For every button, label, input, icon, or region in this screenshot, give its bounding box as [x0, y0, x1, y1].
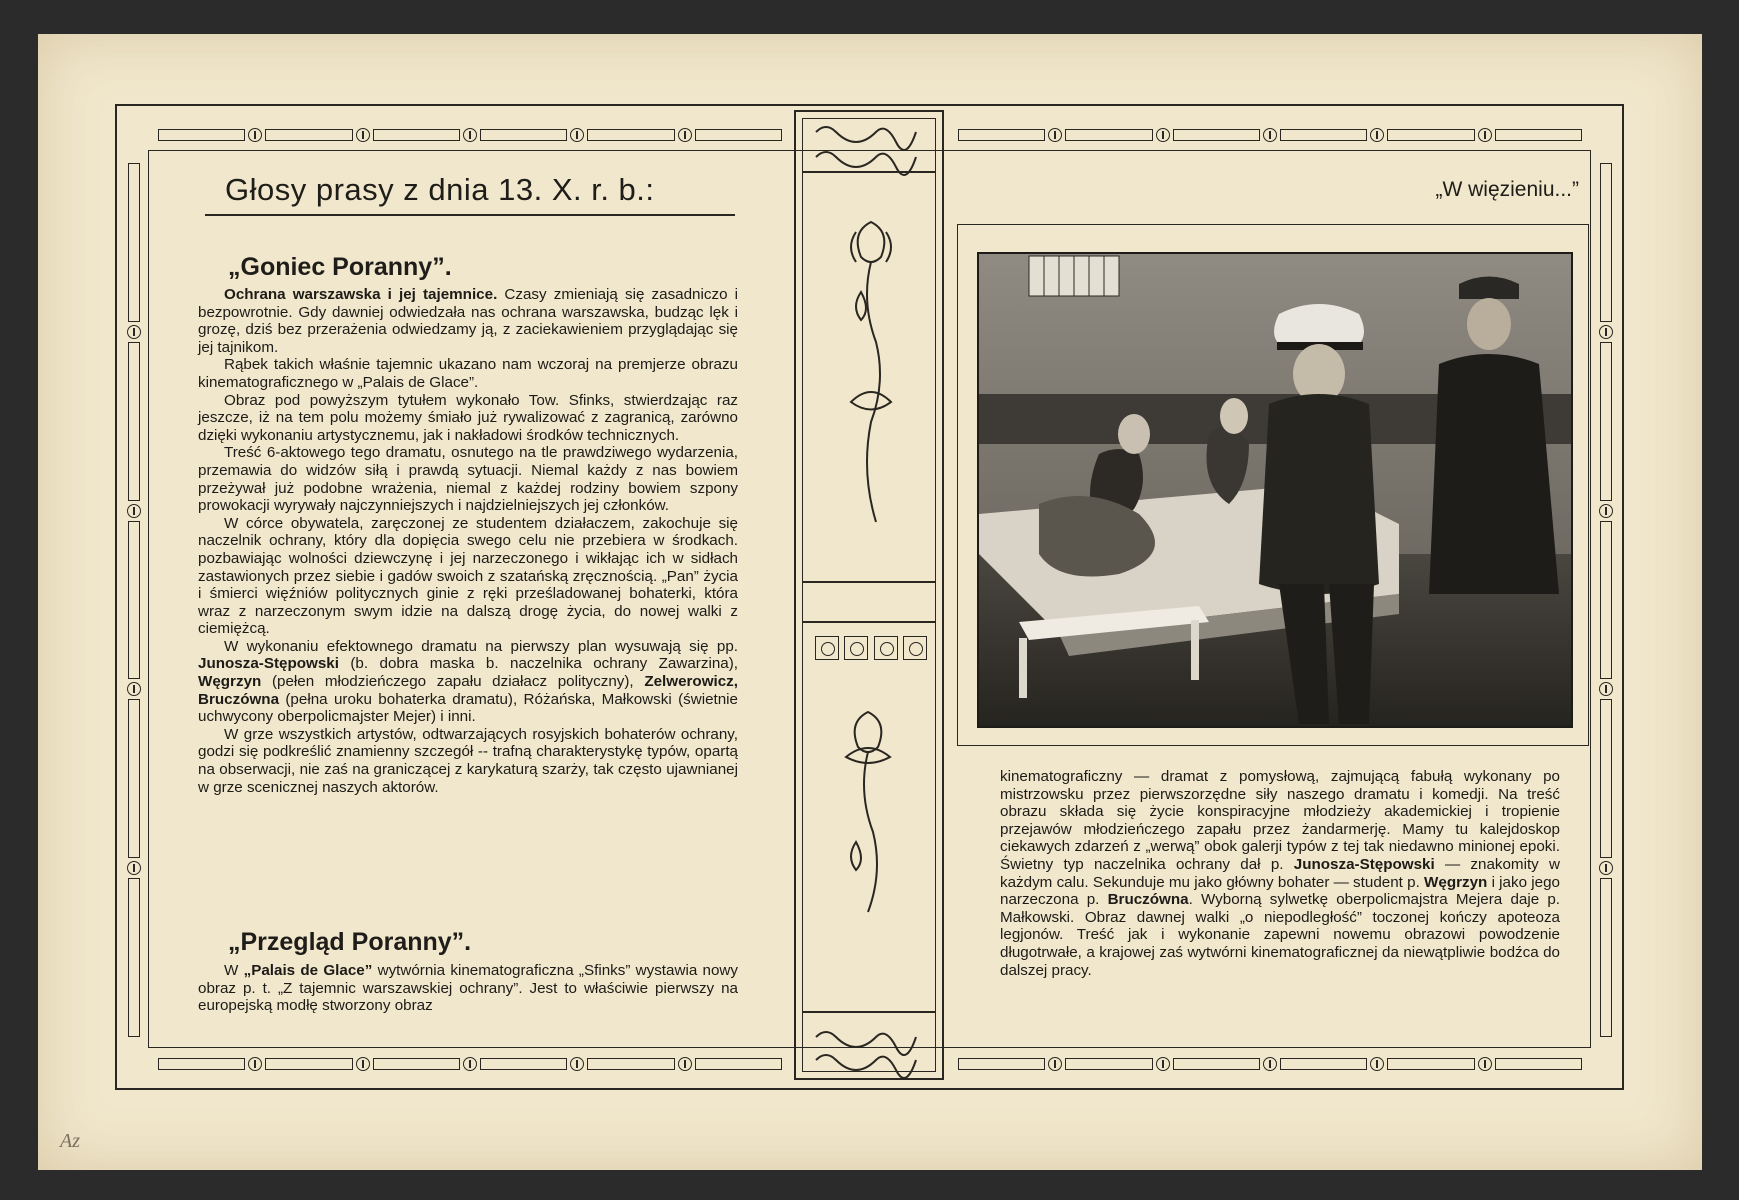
prison-scene-photo: [977, 252, 1573, 728]
paragraph-text: i jako jego narzeczona p.: [1000, 873, 1561, 909]
paragraph: W córce obywatela, zaręczonej ze studentem działaczem, zakochuje się naczelnik ochrany, który dla dopięcia swego celu nie przebiera w środkach. pozbawiając wolności dziewczynę i jej narzeczonego i wikłając ich w sidłach zastawionych przez siebie i gadów swoich z szatańską zręcznością. „Pan” życia i śmierci więźniów politycznych ginie z ręki prześladowanej bohaterki, która wraz z narzeczonym swym idzie na dalszą drogę życia, do nowej walki z ciemiężcą.: [198, 514, 738, 638]
paragraph-text: — znakomity w każdym calu. Sekunduje mu jako główny bohater — student p.: [1000, 855, 1560, 891]
paragraph-text: W wykonaniu efektownego dramatu na pierwszy plan wysuwają się pp.: [224, 637, 738, 655]
paragraph-text: wytwórnia kinematograficzna „Sfinks” wystawia nowy obraz p. t. „Z tajemnic warszawskiej ochrany”. Jest to właściwie pierwszy na europejską modłę stworzony obraz: [198, 962, 738, 1015]
archive-pencil-note: Az: [60, 1130, 80, 1152]
actor-name: Węgrzyn: [198, 673, 262, 691]
right-article: [1000, 768, 1560, 979]
paragraph-text: (pełna uroku bohaterka dramatu), Różańska, Małkowski (świetnie uchwycony oberpolicmajster Mejer) i inni.: [198, 690, 738, 726]
top-ornament-right: [955, 127, 1585, 143]
actor-name: Węgrzyn: [1424, 873, 1488, 891]
bottom-ornament-right: [955, 1056, 1585, 1072]
przeglad-article: [198, 962, 738, 1015]
paragraph-text: (pełen młodzieńczego zapału działacz polityczny),: [261, 673, 645, 691]
section-title-goniec: „Goniec Poranny”.: [228, 253, 452, 281]
left-ornament-column: [126, 160, 142, 1040]
page-headline: Głosy prasy z dnia 13. X. r. b.:: [225, 172, 655, 207]
paragraph: Obraz pod powyższym tytułem wykonało Tow. Sfinks, stwierdzając raz jeszcze, iż na tem polu możemy śmiało już rywalizować z zagranicą, zarówno dzięki wykonaniu artystycznemu, jak i nakładowi środków technicznych.: [198, 391, 738, 444]
goniec-article: [198, 286, 738, 796]
center-ornament-strip: [794, 110, 944, 1080]
bottom-ornament-left: [155, 1056, 785, 1072]
center-knot-row: [812, 633, 930, 663]
art-nouveau-floral-ornament: [796, 112, 942, 1078]
paragraph-text: . Wyborną sylwetkę oberpolicmajstra Mejera daje p. Małkowski. Obraz dawnej walki „o niepodległość” toczonej kończy apoteoza legjonów. Treść jak i wykonanie zapewni nowemu obrazowi powodzenie długotrwałe, a krajowej zaś wytwórni kinematograficznej da niewątpliwie bodźca do dalszej pracy.: [1000, 891, 1561, 979]
paragraph: [198, 286, 738, 356]
right-ornament-column: [1598, 160, 1614, 1040]
paragraph: W grze wszystkich artystów, odtwarzających rosyjskich bohaterów ochrany, godzi się podkreślić znamienny szczegół -- trafną charakterystykę typów, opartą na obserwacji, nie zaś na graniczącej z karykaturą szarży, tak często ujawnianej w grze scenicznej naszych aktorów.: [198, 725, 738, 796]
paragraph-text: W: [224, 962, 244, 979]
actor-name: Zelwerowicz, Bruczówna: [198, 673, 738, 708]
headline-underline: [205, 214, 735, 216]
actor-name: Junosza-Stępowski: [1293, 855, 1435, 873]
paragraph: [198, 962, 738, 1015]
paragraph: Rąbek takich właśnie tajemnic ukazano nam wczoraj na premjerze obrazu kinematograficznego w „Palais de Glace”.: [198, 356, 738, 391]
paragraph-text: (b. dobra maska b. naczelnika ochrany Zawarzina),: [338, 655, 738, 673]
venue-name: „Palais de Glace”: [243, 962, 373, 979]
paragraph-text: kinematograficzny — dramat z pomysłową, zajmującą fabułą wykonany po mistrzowsku przez pierwszorzędne siły naszego dramatu i komedji. Na treść obrazu składa się życie konspiracyjne młodzieży akademickiej i tropienie przejawów młodzieńczego zapału przez żandarmerję. Mamy tu kalejdoskop ciekawych zdarzeń z „werwą” obok galerji typów z tej tak niedawno minionej epoki. Świetny typ naczelnika ochrany dał p.: [1000, 768, 1560, 873]
paragraph: [1000, 768, 1560, 979]
paragraph: Treść 6-aktowego tego dramatu, osnutego na tle prawdziwego wydarzenia, przemawia do widzów siłą i prawdą sytuacji. Niemal każdy z nas bowiem przeżywał już podobne wrażenia, niemal z każdej rodziny bowiem szpony prowokacji wyrywały najczynniejszych i najdzielniejszych jej członków.: [198, 444, 738, 515]
section-title-przeglad: „Przegląd Poranny”.: [228, 928, 472, 956]
actor-name: Junosza-Stępowski: [198, 655, 339, 673]
photo-caption-title: „W więzieniu...”: [1435, 178, 1579, 201]
actor-name: Bruczówna: [1107, 891, 1189, 909]
cast-paragraph: [198, 638, 738, 726]
top-ornament-left: [155, 127, 785, 143]
paragraph-text: Czasy zmieniają się zasadniczo i bezpowrotnie. Gdy dawniej odwiedzała nas ochrana warszawska, budząc lęk i grozę, dziś bez przerażenia odwiedzamy ją, z zaciekawieniem przyglądając się jej tajnikom.: [198, 286, 739, 356]
film-still-illustration: [979, 254, 1571, 726]
article-lead: Ochrana warszawska i jej tajemnice.: [224, 286, 498, 303]
